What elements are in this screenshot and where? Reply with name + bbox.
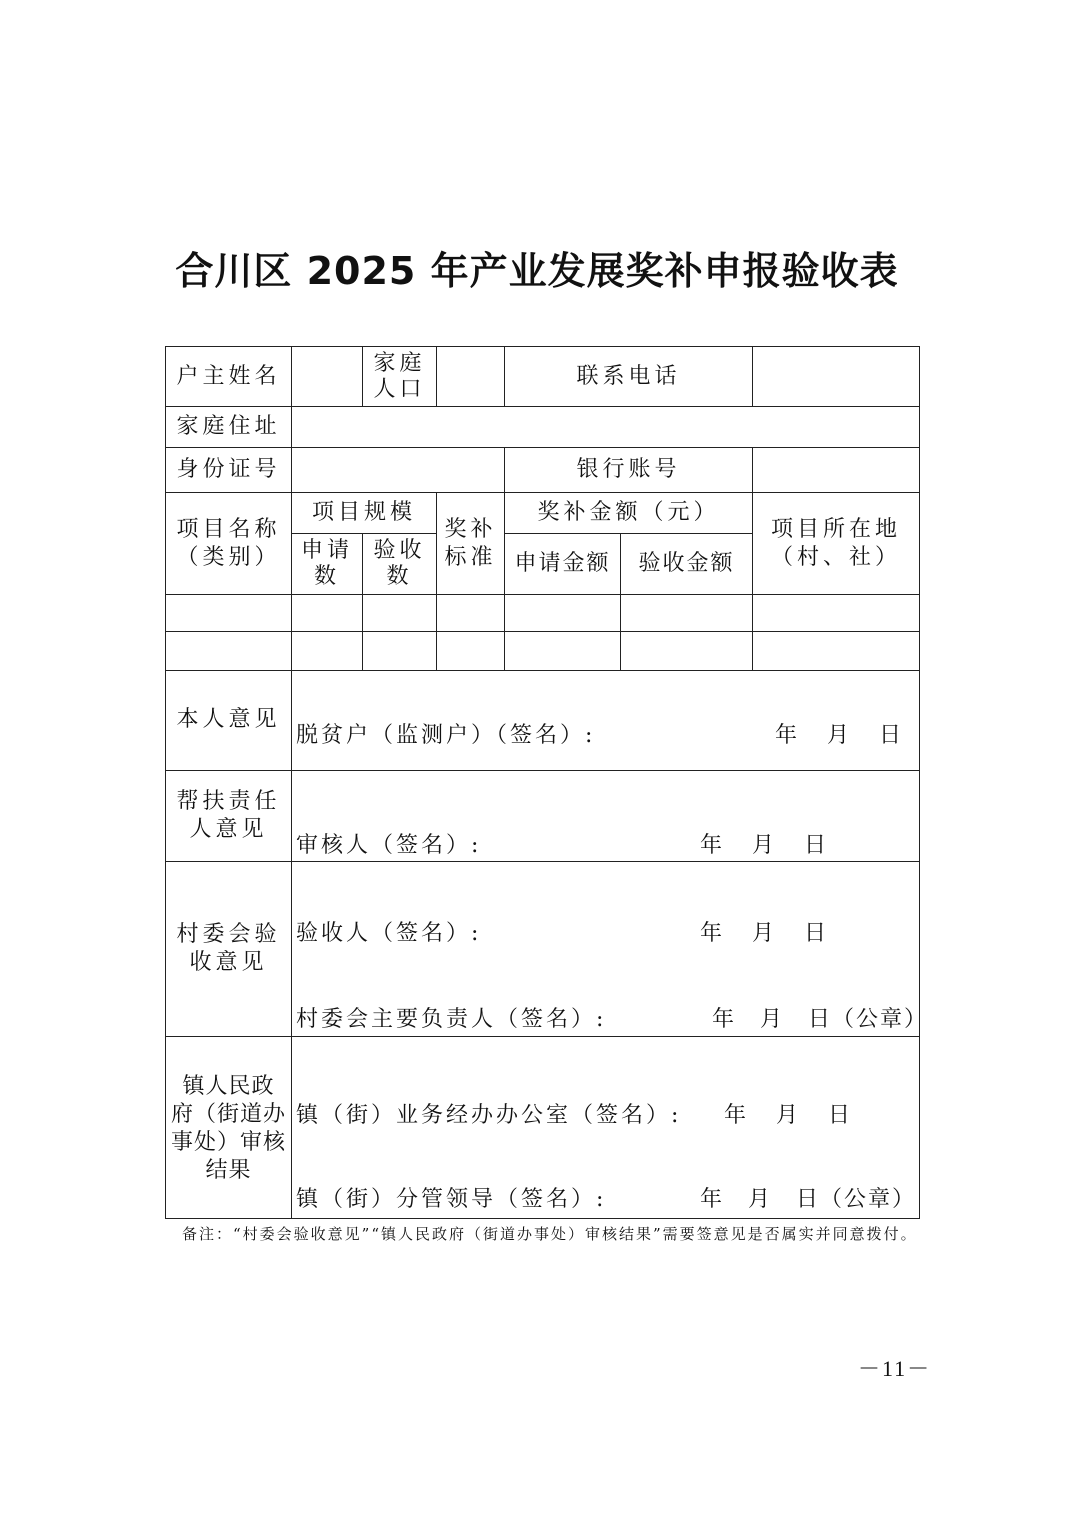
village-opinion-label: 村委会验 收意见 (176, 922, 281, 975)
project-name-label: 项目名称 （类别） (176, 516, 281, 570)
helper-sign-label: 审核人（签名）: (296, 833, 482, 858)
self-sign-label: 脱贫户（监测户）（签名）: (296, 723, 596, 748)
household-head-label: 户主姓名 (176, 363, 281, 389)
self-sign-date: 年 月 日 (775, 723, 906, 748)
town-sign2-label: 镇（街）分管领导（签名）: (296, 1187, 607, 1212)
village-sign1-label: 验收人（签名）: (296, 921, 482, 946)
town-result-label: 镇人民政 府（街道办 事处）审核 结果 (170, 1074, 286, 1183)
family-pop-label: 家庭 人口 (373, 350, 426, 402)
town-sign2-date: 年 月 日（公章） (700, 1187, 917, 1212)
standard-label: 奖补 标准 (444, 516, 497, 570)
scale-label: 项目规模 (311, 500, 416, 525)
self-opinion-label: 本人意见 (176, 707, 281, 732)
location-label: 项目所在地 （村、社） (770, 516, 901, 570)
footnote: 备注：“村委会验收意见”“镇人民政府（街道办事处）审核结果”需要签意见是否属实并同意拨付。 (182, 1225, 918, 1243)
page-number: －11－ (858, 1356, 932, 1381)
address-label: 家庭住址 (176, 414, 281, 439)
check-count-label: 验收 数 (373, 538, 426, 589)
village-sign1-date: 年 月 日 (700, 921, 831, 946)
check-amount-label: 验收金额 (638, 551, 735, 576)
village-sign2-date: 年 月 日（公章） (712, 1007, 929, 1032)
apply-count-label: 申请 数 (300, 538, 353, 589)
helper-sign-date: 年 月 日 (700, 833, 831, 858)
town-sign1-label: 镇（街）业务经办办公室（签名）: (296, 1103, 682, 1128)
amount-label: 奖补金额（元） (537, 500, 720, 525)
town-sign1-date: 年 月 日 (724, 1103, 855, 1128)
helper-opinion-label: 帮扶责任 人意见 (176, 789, 281, 842)
page-title: 合川区 2025 年产业发展奖补申报验收表 (175, 249, 899, 293)
apply-amount-label: 申请金额 (514, 551, 611, 576)
id-label: 身份证号 (176, 457, 281, 482)
bank-label: 银行账号 (576, 457, 681, 482)
phone-label: 联系电话 (576, 363, 681, 389)
village-sign2-label: 村委会主要负责人（签名）: (296, 1007, 607, 1032)
